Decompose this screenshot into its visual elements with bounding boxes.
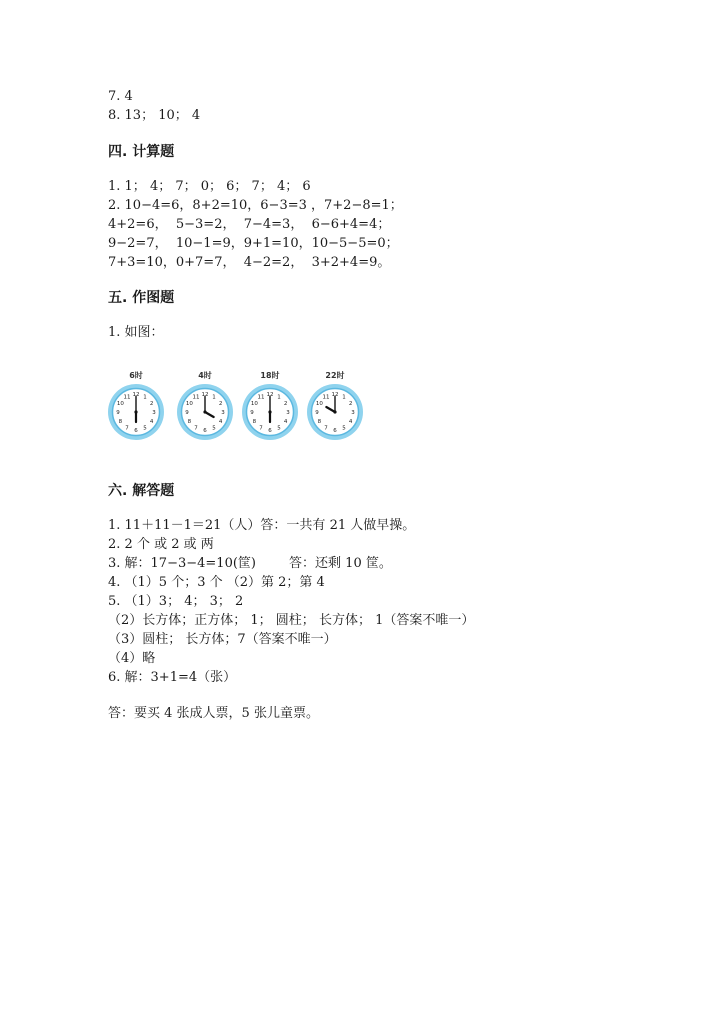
solution-line-1: 1. 11＋11－1＝21（人）答：一共有 21 人做早操。 xyxy=(108,518,416,533)
clock-numeral: 10 xyxy=(116,401,124,407)
calc-line-3: 4+2=6， 5−3=2， 7−4=3， 6−6+4=4； xyxy=(108,217,391,232)
clock-label: 6时 xyxy=(129,371,143,380)
clock-numeral: 11 xyxy=(192,394,200,401)
clock-numeral: 2 xyxy=(283,401,288,407)
clock-numeral: 7 xyxy=(125,425,129,432)
clock-numeral: 2 xyxy=(348,401,353,407)
solution-line-5: 5. （1）3； 4； 3； 2 xyxy=(108,594,244,609)
solution-line-9: 6. 解：3+1=4（张） xyxy=(108,670,237,685)
solution-line-3: 3. 解：17−3−4=10(筐) 答：还剩 10 筐。 xyxy=(108,556,392,571)
clock-numeral: 3 xyxy=(351,410,355,416)
clock-numeral: 2 xyxy=(218,401,223,407)
clock-numeral: 11 xyxy=(123,394,131,401)
clock-numeral: 5 xyxy=(342,425,346,432)
clock-numeral: 4 xyxy=(348,419,353,425)
clock-numeral: 5 xyxy=(277,425,281,432)
calc-line-4: 9−2=7， 10−1=9，9+1=10，10−5−5=0； xyxy=(108,236,399,251)
clock-numeral: 8 xyxy=(118,419,123,425)
section-heading-calculation: 四. 计算题 xyxy=(108,144,175,160)
clock-numeral: 7 xyxy=(259,425,263,432)
clock-numeral: 12 xyxy=(201,392,209,398)
clock-numeral: 5 xyxy=(143,425,147,432)
clock-numeral: 3 xyxy=(286,410,290,416)
clock-numeral: 12 xyxy=(132,392,140,398)
clock-face-icon xyxy=(240,382,300,442)
answer-line-8: 8. 13； 10； 4 xyxy=(108,108,201,123)
solution-line-8: （4）略 xyxy=(108,651,156,666)
clock-numeral: 10 xyxy=(250,401,258,407)
clock-numeral: 6 xyxy=(203,428,207,434)
clock-center-pin xyxy=(268,410,271,413)
clock-numeral: 1 xyxy=(342,394,346,401)
clock-numeral: 12 xyxy=(331,392,339,398)
answer-line-7: 7. 4 xyxy=(108,89,133,104)
solution-line-2: 2. 2 个 或 2 或 两 xyxy=(108,537,214,552)
clock-numeral: 1 xyxy=(277,394,281,401)
clock-numeral: 8 xyxy=(187,419,192,425)
clock-numeral: 1 xyxy=(143,394,147,401)
clock-label: 18时 xyxy=(260,371,280,380)
solution-line-6: （2）长方体；正方体； 1； 圆柱； 长方体； 1（答案不唯一） xyxy=(108,613,475,628)
clock-label: 22时 xyxy=(325,371,345,380)
solution-line-7: （3）圆柱； 长方体；7（答案不唯一） xyxy=(108,632,337,647)
clock-numeral: 9 xyxy=(315,410,319,416)
clock-numeral: 1 xyxy=(212,394,216,401)
clock-center-pin xyxy=(203,410,206,413)
clock-numeral: 8 xyxy=(252,419,257,425)
clock-numeral: 11 xyxy=(322,394,330,401)
clock-numeral: 10 xyxy=(185,401,193,407)
clock-numeral: 3 xyxy=(152,410,156,416)
clock-label: 4时 xyxy=(198,371,212,380)
clock-face-icon xyxy=(305,382,365,442)
clock-numeral: 7 xyxy=(324,425,328,432)
clock-numeral: 9 xyxy=(250,410,254,416)
clock-center-pin xyxy=(333,410,336,413)
clock-numeral: 2 xyxy=(149,401,154,407)
clock-face-icon xyxy=(175,382,235,442)
clock-numeral: 7 xyxy=(194,425,198,432)
clock-numeral: 4 xyxy=(218,419,223,425)
calc-line-1: 1. 1； 4； 7； 0； 6； 7； 4； 6 xyxy=(108,179,311,194)
clock-numeral: 10 xyxy=(315,401,323,407)
clock-numeral: 9 xyxy=(185,410,189,416)
clock-numeral: 5 xyxy=(212,425,216,432)
clock-face-icon xyxy=(106,382,166,442)
section-heading-word-problems: 六. 解答题 xyxy=(108,483,175,499)
clock-numeral: 4 xyxy=(149,419,154,425)
clock-numeral: 4 xyxy=(283,419,288,425)
clock-numeral: 11 xyxy=(257,394,265,401)
clock-numeral: 9 xyxy=(116,410,120,416)
drawing-intro: 1. 如图： xyxy=(108,325,164,340)
calc-line-2: 2. 10−4=6，8+2=10，6−3=3 ，7+2−8=1； xyxy=(108,198,403,213)
final-answer: 答：要买 4 张成人票，5 张儿童票。 xyxy=(108,706,319,721)
clock-numeral: 6 xyxy=(333,428,337,434)
clock-numeral: 6 xyxy=(268,428,272,434)
calc-line-5: 7+3=10，0+7=7， 4−2=2， 3+2+4=9。 xyxy=(108,255,391,270)
clock-numeral: 3 xyxy=(221,410,225,416)
solution-line-4: 4. （1）5 个；3 个 （2）第 2；第 4 xyxy=(108,575,325,590)
clock-numeral: 12 xyxy=(266,392,274,398)
clock-numeral: 6 xyxy=(134,428,138,434)
clock-numeral: 8 xyxy=(317,419,322,425)
section-heading-drawing: 五. 作图题 xyxy=(108,290,175,306)
clock-center-pin xyxy=(134,410,137,413)
